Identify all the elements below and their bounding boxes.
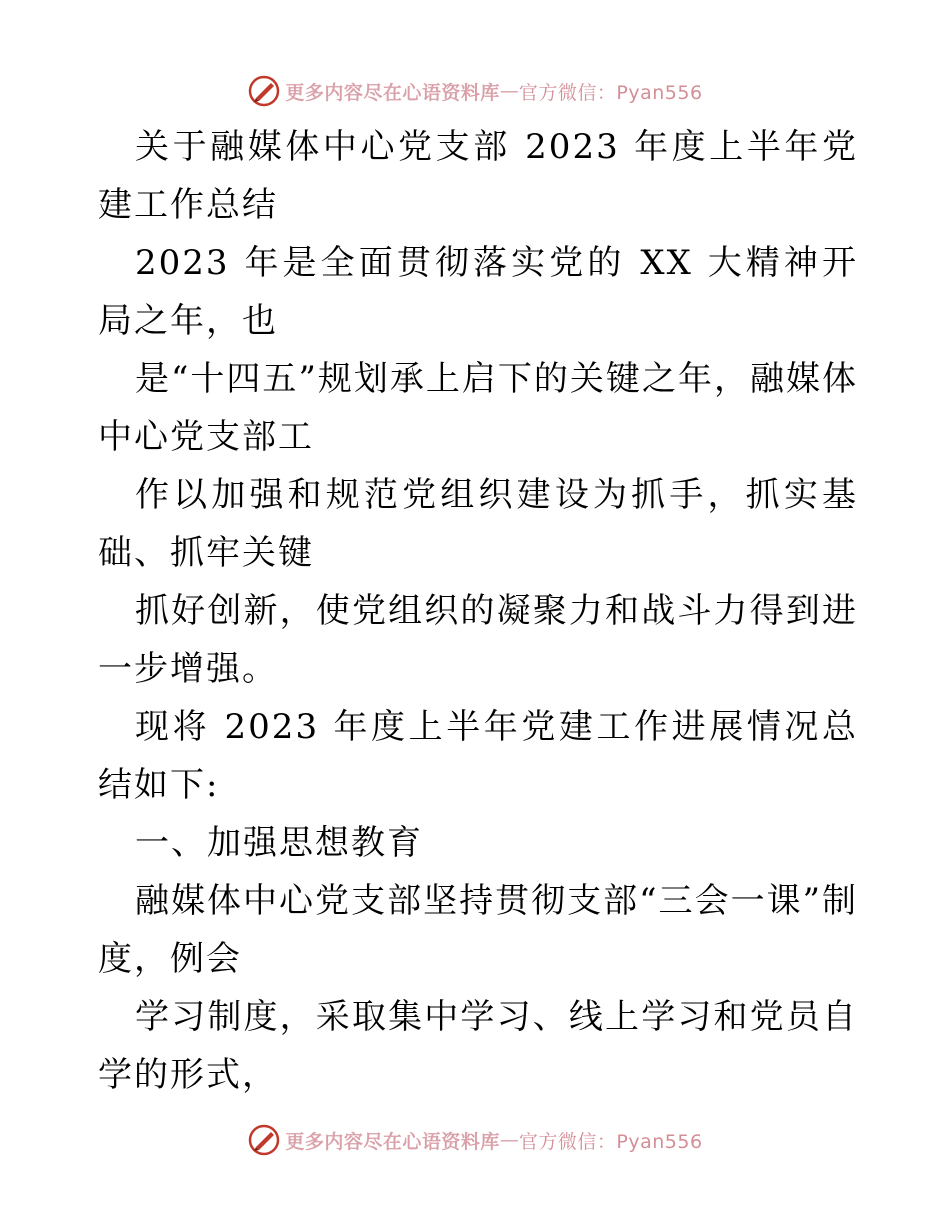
paragraph: 学习制度，采取集中学习、线上学习和党员自学的形式， <box>98 997 858 1095</box>
footer-watermark <box>0 1120 950 1160</box>
document-title: 关于融媒体中心党支部 2023 年度上半年党建工作总结 <box>98 127 858 225</box>
watermark-dash: — <box>499 80 519 102</box>
paragraph: 抓好创新，使党组织的凝聚力和战斗力得到进一步增强。 <box>98 591 858 689</box>
pen-logo-icon <box>247 74 281 108</box>
paragraph: 现将 2023 年度上半年党建工作进展情况总结如下: <box>98 707 858 805</box>
watermark-main-text: 更多内容尽在心语资料库 <box>285 1130 500 1153</box>
pen-logo-icon <box>247 1123 281 1157</box>
paragraph: 融媒体中心党支部坚持贯彻支部“三会一课”制度，例会 <box>98 881 858 979</box>
paragraph: 作以加强和规范党组织建设为抓手，抓实基础、抓牢关键 <box>98 475 858 573</box>
watermark-sub-text: 官方微信：Pyan556 <box>518 1130 703 1153</box>
watermark-dash: — <box>499 1129 519 1151</box>
document-body <box>98 118 858 1104</box>
watermark-sub-text: 官方微信：Pyan556 <box>518 81 703 104</box>
paragraph: 是“十四五”规划承上启下的关键之年，融媒体中心党支部工 <box>98 359 858 457</box>
header-watermark <box>0 71 950 111</box>
section-heading: 一、加强思想教育 <box>135 823 423 863</box>
watermark-main-text: 更多内容尽在心语资料库 <box>285 81 500 104</box>
paragraph: 2023 年是全面贯彻落实党的 XX 大精神开局之年，也 <box>98 243 858 341</box>
